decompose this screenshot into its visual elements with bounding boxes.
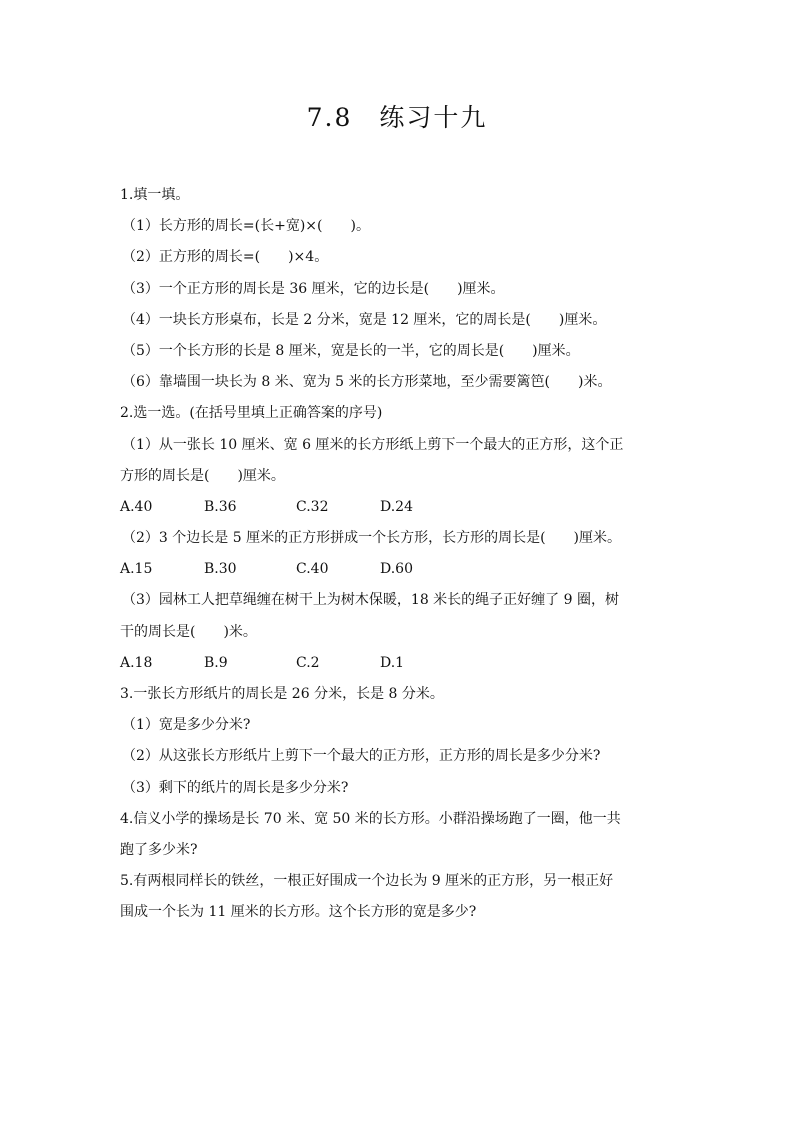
question-1-item-6: （6）靠墙围一块长为 8 米、宽为 5 米的长方形菜地，至少需要篱笆( )米。	[122, 374, 612, 391]
question-5-line-1: 5.有两根同样长的铁丝，一根正好围成一个边长为 9 厘米的正方形，另一根正好	[120, 873, 614, 890]
question-3-item-2: （2）从这张长方形纸片上剪下一个最大的正方形，正方形的周长是多少分米?	[122, 748, 601, 765]
page-title: 7.8 练习十九	[306, 103, 488, 132]
question-2-sub-3-options	[120, 648, 680, 679]
option-c: C.2	[296, 654, 320, 671]
question-1-heading: 1.填一填。	[120, 187, 190, 203]
question-1-item-5: （5）一个长方形的长是 8 厘米，宽是长的一半，它的周长是( )厘米。	[122, 342, 580, 359]
question-4-line-2: 跑了多少米?	[120, 841, 198, 858]
question-1-item-2: （2）正方形的周长=( )×4。	[122, 249, 329, 266]
option-b: B.36	[204, 498, 237, 515]
question-2-sub-1-line-2: 方形的周长是( )厘米。	[120, 467, 285, 484]
question-5-line-2: 围成一个长为 11 厘米的长方形。这个长方形的宽是多少?	[120, 904, 477, 921]
option-c: C.32	[296, 498, 329, 515]
question-3-heading: 3.一张长方形纸片的周长是 26 分米，长是 8 分米。	[120, 686, 444, 702]
question-1-item-4: （4）一块长方形桌布，长是 2 分米，宽是 12 厘米，它的周长是( )厘米。	[122, 311, 607, 328]
question-4-line-1: 4.信义小学的操场是长 70 米、宽 50 米的长方形。小群沿操场跑了一圈，他一共	[120, 810, 621, 827]
option-d: D.1	[380, 654, 405, 671]
option-a: A.40	[120, 498, 153, 515]
question-3-item-3: （3）剩下的纸片的周长是多少分米?	[122, 779, 349, 796]
question-2-sub-1-options	[120, 492, 680, 523]
option-a: A.15	[120, 561, 153, 578]
option-d: D.24	[380, 498, 413, 515]
question-2-sub-1-line-1: （1）从一张长 10 厘米、宽 6 厘米的长方形纸上剪下一个最大的正方形，这个正	[122, 436, 624, 453]
question-2-sub-2-line-1: （2）3 个边长是 5 厘米的正方形拼成一个长方形，长方形的周长是( )厘米。	[122, 530, 621, 547]
question-1-item-1: （1）长方形的周长=(长+宽)×( )。	[122, 218, 370, 235]
question-3-item-1: （1）宽是多少分米?	[122, 717, 251, 734]
question-2-sub-2-options	[120, 554, 680, 585]
question-2-heading: 2.选一选。(在括号里填上正确答案的序号)	[120, 405, 383, 422]
option-d: D.60	[380, 561, 413, 578]
question-1-item-3: （3）一个正方形的周长是 36 厘米，它的边长是( )厘米。	[122, 280, 505, 297]
question-2-sub-3-line-1: （3）园林工人把草绳缠在树干上为树木保暖，18 米长的绳子正好缠了 9 圈，树	[122, 592, 619, 609]
option-c: C.40	[296, 561, 329, 578]
worksheet-content	[120, 180, 680, 929]
option-a: A.18	[120, 654, 153, 671]
option-b: B.30	[204, 561, 237, 578]
option-b: B.9	[204, 654, 228, 671]
question-2-sub-3-line-2: 干的周长是( )米。	[120, 623, 257, 640]
